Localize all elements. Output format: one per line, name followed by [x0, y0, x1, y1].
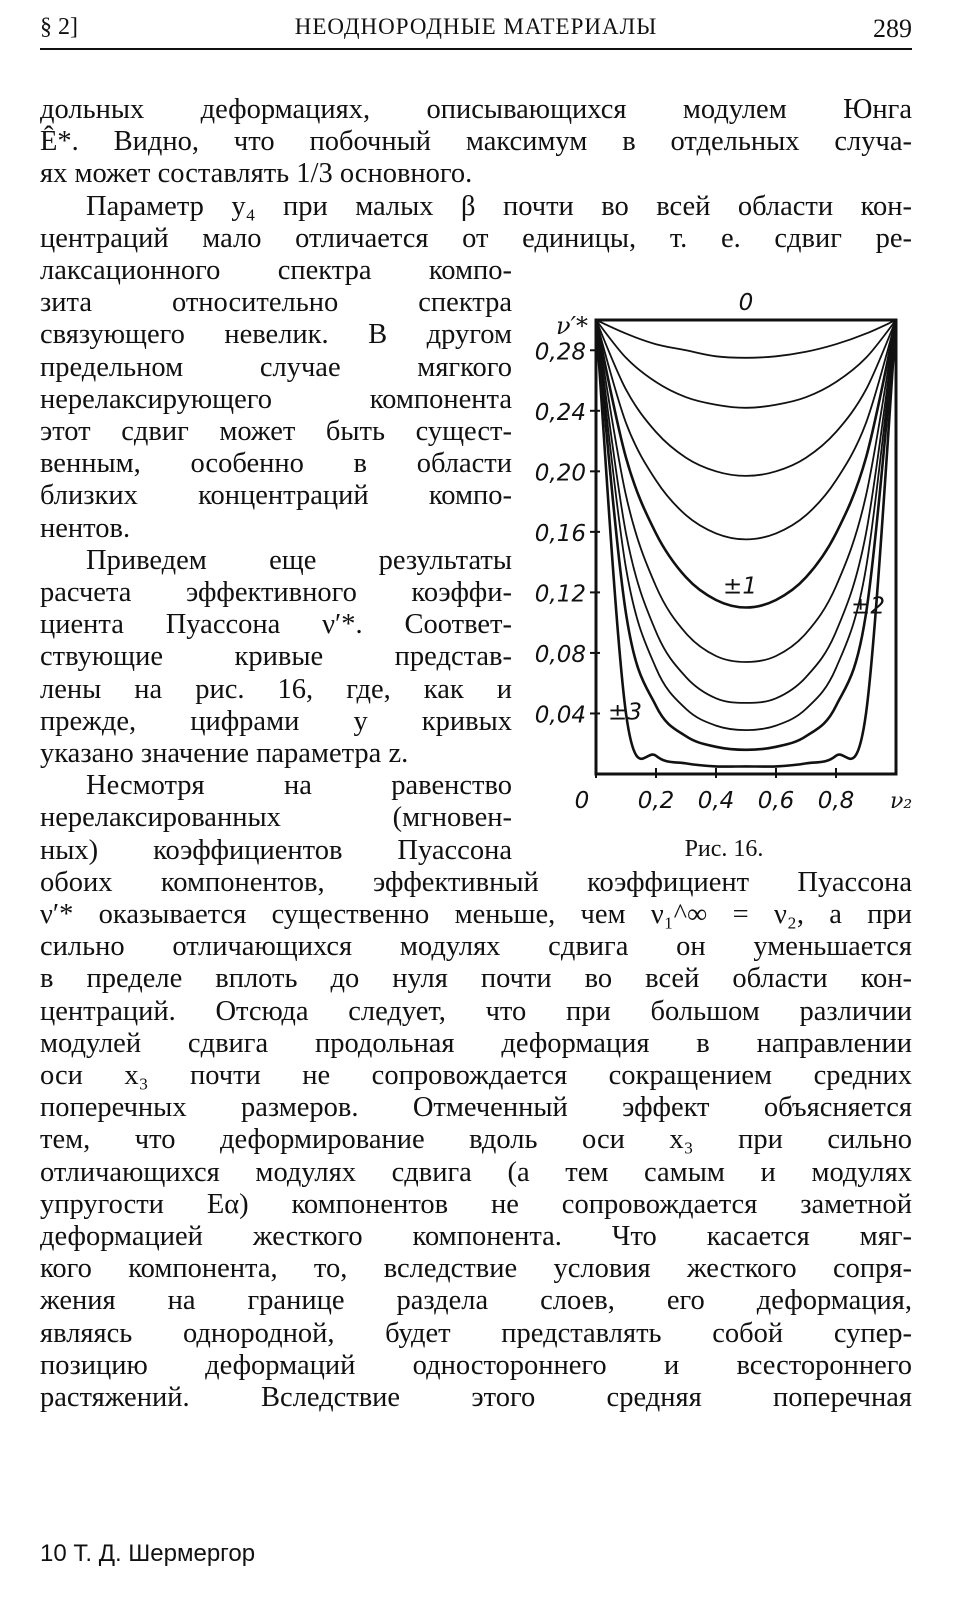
text-line: предельном случае мягкого — [40, 351, 512, 383]
text-line: являясь однородной, будет представлять собой супер- — [40, 1317, 912, 1349]
series-line — [596, 320, 896, 750]
y-tick-label: 0,04 — [534, 702, 586, 729]
text-line: сильно отличающихся модулях сдвига он уменьшается — [40, 931, 912, 963]
text-line: Приведем еще результаты — [86, 544, 512, 576]
text-line: дольных деформациях, описывающихся модулем Юнга — [40, 94, 912, 125]
text-line: ных) коэффициентов Пуассона — [40, 834, 512, 866]
series-line — [596, 320, 896, 408]
y-tick-label: 0,12 — [534, 581, 586, 608]
curve-label: 0 — [738, 290, 754, 316]
text-line: жения на границе раздела слоев, его деформация, — [40, 1285, 912, 1317]
text-line: ях может составлять 1/3 основного. — [40, 158, 473, 190]
text-line: центраций мало отличается от единицы, т. е. сдвиг ре- — [40, 222, 912, 254]
text-line: этот сдвиг может быть сущест- — [40, 416, 512, 447]
y-tick-label: 0,16 — [534, 520, 586, 547]
text-line: деформацией жесткого компонента. Что касается мяг- — [40, 1221, 912, 1252]
x-axis-label: ν₂ — [890, 789, 913, 814]
x-tick-label: 0 — [574, 788, 590, 814]
text-line: тем, что деформирование вдоль оси x₃ при сильно — [40, 1124, 912, 1156]
text-line: прежде, цифрами у кривых — [40, 705, 512, 737]
running-title: НЕОДНОРОДНЫЕ МАТЕРИАЛЫ — [294, 14, 658, 39]
text-line: центраций. Отсюда следует, что при большом различии — [40, 995, 912, 1027]
text-line: отличающихся модулях сдвига (а тем самым и модулях — [40, 1156, 912, 1188]
text-line: нентов. — [40, 512, 131, 544]
footer-signature: 10 Т. Д. Шермергор — [40, 1540, 256, 1567]
running-header — [40, 12, 912, 50]
text-line: связующего невелик. В другом — [40, 319, 512, 351]
series-line — [596, 320, 896, 608]
text-line: оси x₃ почти не сопровождается сокращением средних — [40, 1060, 912, 1091]
text-line: лены на рис. 16, где, как и — [40, 673, 512, 705]
text-line: упругости Eα) компонентов не сопровождается заметной — [40, 1188, 912, 1220]
y-axis-label: ν′* — [556, 312, 589, 340]
text-line: нерелаксирующего компонента — [40, 383, 512, 415]
text-line: Параметр y₄ при малых β почти во всей области кон- — [86, 190, 912, 222]
text-line: ствующие кривые представ- — [40, 641, 512, 673]
text-line: модулей сдвига продольная деформация в направлении — [40, 1027, 912, 1059]
text-line: циента Пуассона ν′*. Соответ- — [40, 609, 512, 641]
text-line: Ê*. Видно, что побочный максимум в отдельных случа- — [40, 126, 912, 158]
text-line: расчета эффективного коэффи- — [40, 577, 512, 608]
series-line — [596, 320, 896, 703]
y-tick-label: 0,20 — [534, 460, 586, 487]
text-line: нерелаксированных (мгновен- — [40, 802, 512, 834]
text-line: ν′* оказывается существенно меньше, чем ν₁^∞ = ν₂, а при — [40, 899, 912, 930]
page-number: 289 — [873, 14, 912, 43]
y-tick-label: 0,08 — [534, 641, 586, 668]
text-line: обоих компонентов, эффективный коэффициент Пуассона — [40, 866, 912, 898]
y-tick-label: 0,24 — [534, 399, 586, 426]
y-tick-label: 0,28 — [534, 339, 586, 366]
text-line: Несмотря на равенство — [86, 770, 512, 802]
series-line — [596, 320, 896, 476]
text-line: в пределе вплоть до нуля почти во всей области кон- — [40, 963, 912, 995]
series-line — [596, 320, 896, 358]
text-line: указано значение параметра z. — [40, 738, 409, 769]
x-tick-label: 0,4 — [697, 788, 735, 814]
series-line — [596, 320, 896, 730]
text-line: кого компонента, то, вследствие условия жесткого сопря- — [40, 1253, 912, 1285]
text-line: венным, особенно в области — [40, 448, 512, 480]
figure-caption: Рис. 16. — [684, 836, 764, 862]
curve-label: ±2 — [851, 593, 885, 620]
poisson-ratio-chart — [528, 288, 920, 818]
text-line: растяжений. Вследствие этого средняя поперечная — [40, 1382, 912, 1413]
x-tick-label: 0,8 — [817, 788, 855, 814]
series-line — [596, 320, 896, 539]
section-number: § 2] — [40, 14, 78, 40]
figure-16 — [528, 288, 920, 888]
x-tick-label: 0,6 — [757, 788, 795, 814]
text-line: близких концентраций компо- — [40, 480, 512, 512]
text-line: поперечных размеров. Отмеченный эффект объясняется — [40, 1092, 912, 1124]
x-tick-label: 0,2 — [637, 788, 675, 814]
text-line: позицию деформаций одностороннего и всестороннего — [40, 1349, 912, 1381]
text-line: зита относительно спектра — [40, 287, 512, 319]
curve-label: ±3 — [608, 699, 642, 726]
text-line: лаксационного спектра компо- — [40, 255, 512, 286]
curve-label: ±1 — [723, 573, 757, 600]
